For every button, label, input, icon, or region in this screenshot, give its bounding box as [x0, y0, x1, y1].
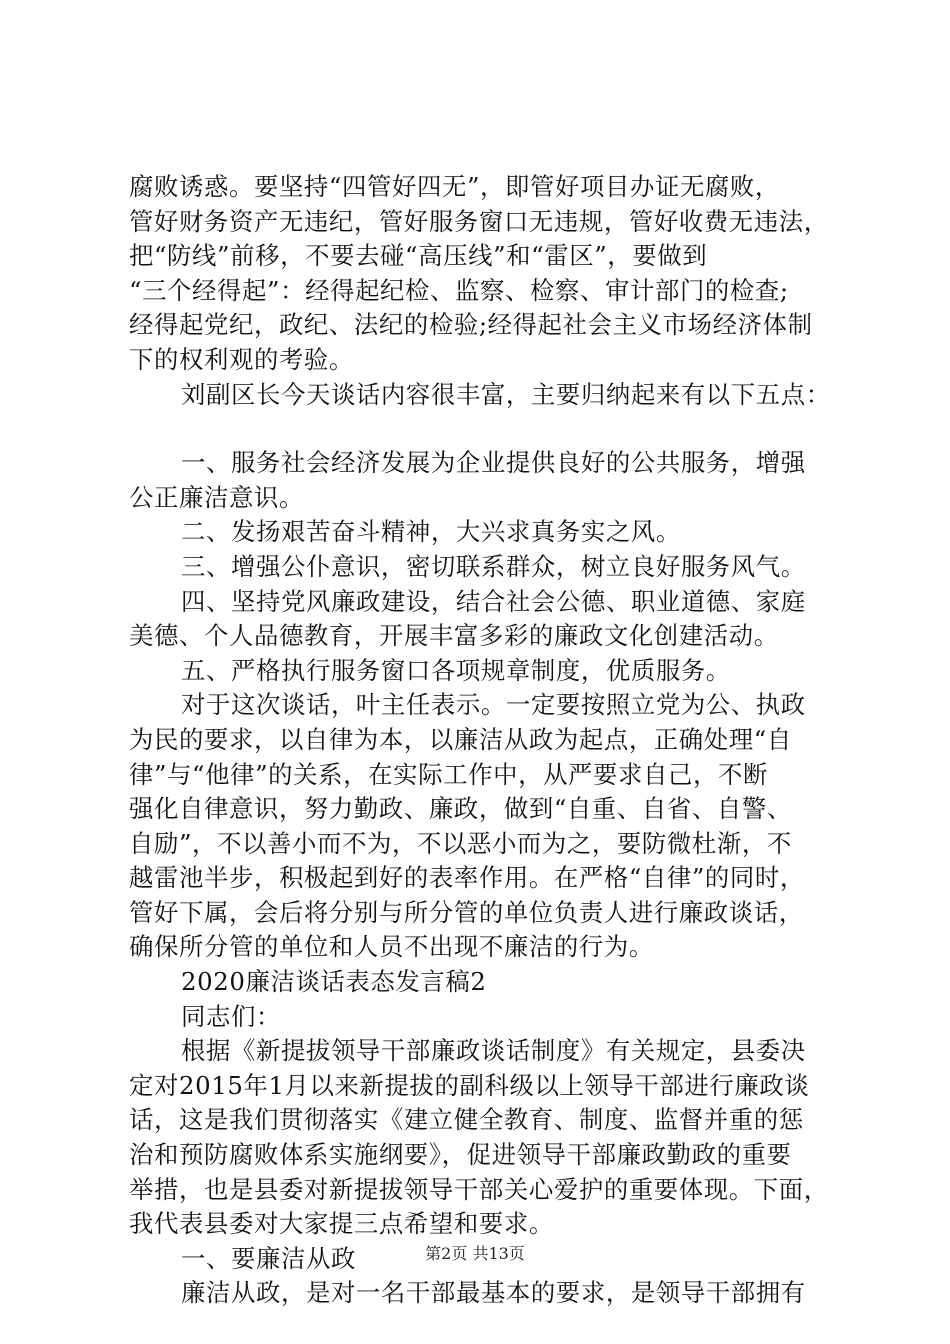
text-line: 自励”，不以善小而不为，不以恶小而为之，要防微杜渐，不: [129, 828, 792, 858]
text-line: 公正廉洁意识。: [129, 482, 304, 512]
text-line: 定对2015年1月以来新提拔的副科级以上领导干部进行廉政谈: [129, 1070, 810, 1100]
text-line: 举措，也是县委对新提拔领导干部关心爱护的重要体现。下面，: [129, 1174, 829, 1204]
document-body: [129, 170, 849, 1311]
text-line: 管好财务资产无违纪，管好服务窗口无违规，管好收费无违法，: [129, 206, 829, 236]
text-line: 三、增强公仆意识，密切联系群众，树立良好服务风气。: [181, 551, 806, 581]
text-line: 美德、个人品德教育，开展丰富多彩的廉政文化创建活动。: [129, 621, 779, 651]
text-line: 确保所分管的单位和人员不出现不廉洁的行为。: [129, 932, 654, 962]
text-line: 经得起党纪，政纪、法纪的检验;经得起社会主义市场经济体制: [129, 310, 813, 340]
text-line: 对于这次谈话，叶主任表示。一定要按照立党为公、执政: [181, 690, 806, 720]
text-line: 二、发扬艰苦奋斗精神，大兴求真务实之风。: [181, 517, 681, 547]
text-line: 一、服务社会经济发展为企业提供良好的公共服务，增强: [181, 448, 806, 478]
page-footer: 第2页 共13页: [425, 1244, 525, 1263]
text-line: 廉洁从政，是对一名干部最基本的要求，是领导干部拥有: [181, 1278, 806, 1308]
text-line: 话，这是我们贯彻落实《建立健全教育、制度、监督并重的惩: [129, 1105, 804, 1135]
text-line: 越雷池半步，积极起到好的表率作用。在严格“自律”的同时，: [129, 863, 805, 893]
text-line: 刘副区长今天谈话内容很丰富，主要归纳起来有以下五点：: [181, 379, 831, 409]
text-line: 管好下属，会后将分别与所分管的单位负责人进行廉政谈话，: [129, 897, 804, 927]
text-line: 同志们：: [181, 1001, 281, 1031]
text-line: “三个经得起”：经得起纪检、监察、检察、审计部门的检查;: [129, 275, 789, 305]
text-line: 五、严格执行服务窗口各项规章制度，优质服务。: [181, 655, 731, 685]
text-line: 根据《新提拔领导干部廉政谈话制度》有关规定，县委决: [181, 1036, 806, 1066]
text-line: 律”与“他律”的关系，在实际工作中，从严要求自己，不断: [129, 759, 768, 789]
text-line: 为民的要求，以自律为本，以廉洁从政为起点，正确处理“自: [129, 724, 792, 754]
text-line: 一、要廉洁从政: [181, 1243, 356, 1273]
text-line: 腐败诱惑。要坚持“四管好四无”，即管好项目办证无腐败，: [129, 172, 780, 201]
text-line: 2020廉洁谈话表态发言稿2: [181, 967, 487, 997]
text-line: 四、坚持党风廉政建设，结合社会公德、职业道德、家庭: [181, 586, 806, 616]
blank-line: [129, 412, 849, 446]
text-line: 强化自律意识，努力勤政、廉政，做到“自重、自省、自警、: [129, 794, 792, 824]
text-line: 把“防线”前移，不要去碰“高压线”和“雷区”，要做到: [129, 241, 708, 271]
text-line: 下的权利观的考验。: [129, 344, 354, 374]
text-line: 我代表县委对大家提三点希望和要求。: [129, 1209, 554, 1239]
text-line: 治和预防腐败体系实施纲要》，促进领导干部廉政勤政的重要: [129, 1140, 792, 1170]
